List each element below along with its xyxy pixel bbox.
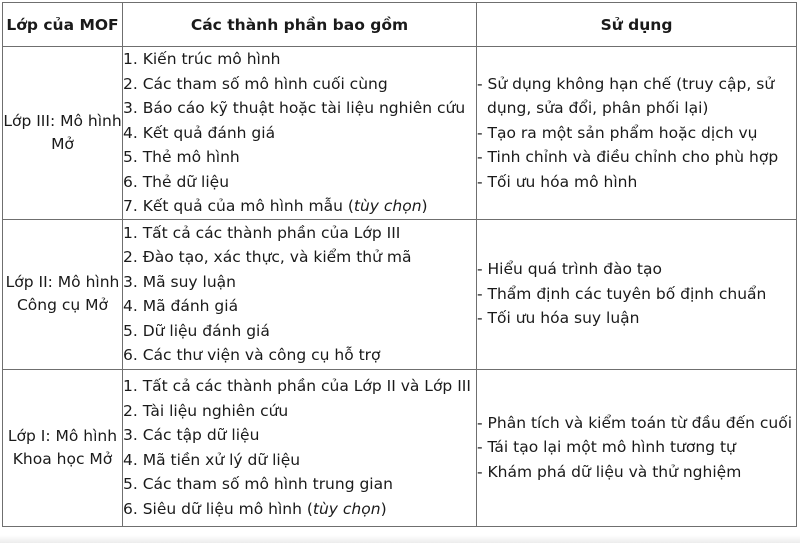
list-item: 5. Các tham số mô hình trung gian xyxy=(123,475,393,493)
list-item: 1. Kiến trúc mô hình xyxy=(123,50,281,68)
list-item: - Sử dụng không hạn chế (truy cập, sử dụng, sửa đổi, phân phối lại) xyxy=(477,74,775,117)
list-item: - Tối ưu hóa suy luận xyxy=(477,309,640,328)
class-ii-usage-list xyxy=(477,257,796,331)
table-row-class-ii xyxy=(3,219,797,369)
class-i-components xyxy=(123,369,477,526)
list-item: 3. Báo cáo kỹ thuật hoặc tài liệu nghiên cứu xyxy=(123,99,466,117)
bottom-shadow xyxy=(0,535,800,543)
class-ii-components xyxy=(123,219,477,369)
mof-classes-table xyxy=(2,2,797,527)
class-i-component-list xyxy=(123,374,476,521)
class-i-name: Lớp I: Mô hình Khoa học Mở xyxy=(3,369,123,526)
table-row-class-iii xyxy=(3,47,797,220)
list-item: - Tạo ra một sản phẩm hoặc dịch vụ xyxy=(477,123,758,142)
class-iii-component-list xyxy=(123,47,476,219)
list-item: 2. Tài liệu nghiên cứu xyxy=(123,401,289,420)
list-item: - Phân tích và kiểm toán từ đầu đến cuối xyxy=(477,413,793,432)
header-usage: Sử dụng xyxy=(477,3,797,47)
class-iii-name: Lớp III: Mô hình Mở xyxy=(3,47,123,220)
list-item: - Tinh chỉnh và điều chỉnh cho phù hợp xyxy=(477,148,779,166)
list-item: 5. Dữ liệu đánh giá xyxy=(123,321,270,340)
optional-label: tùy chọn xyxy=(353,197,422,215)
header-components: Các thành phần bao gồm xyxy=(123,3,477,47)
list-item: 4. Kết quả đánh giá xyxy=(123,123,276,142)
list-item: 2. Các tham số mô hình cuối cùng xyxy=(123,74,388,93)
list-item: - Khám phá dữ liệu và thử nghiệm xyxy=(477,462,742,481)
list-item: - Tái tạo lại một mô hình tương tự xyxy=(477,438,736,457)
class-iii-components xyxy=(123,47,477,220)
class-ii-name: Lớp II: Mô hình Công cụ Mở xyxy=(3,219,123,369)
list-item xyxy=(123,497,476,522)
list-item: 3. Các tập dữ liệu xyxy=(123,426,260,444)
class-iii-usage xyxy=(477,47,797,220)
class-ii-component-list xyxy=(123,221,476,368)
list-item: - Hiểu quá trình đào tạo xyxy=(477,260,662,279)
list-item: 5. Thẻ mô hình xyxy=(123,148,240,166)
list-item: 1. Tất cả các thành phần của Lớp II và Lớp III xyxy=(123,377,471,395)
list-item-text: 6. Siêu dữ liệu mô hình ( xyxy=(123,499,313,518)
class-i-usage xyxy=(477,369,797,526)
optional-close: ) xyxy=(380,499,387,518)
list-item: 2. Đào tạo, xác thực, và kiểm thử mã xyxy=(123,248,412,266)
header-class: Lớp của MOF xyxy=(3,3,123,47)
list-item: 4. Mã đánh giá xyxy=(123,297,239,315)
class-i-usage-list xyxy=(477,411,796,485)
table-row-class-i xyxy=(3,369,797,526)
list-item: 6. Thẻ dữ liệu xyxy=(123,172,230,191)
class-ii-usage xyxy=(477,219,797,369)
optional-close: ) xyxy=(421,197,428,215)
list-item: - Thẩm định các tuyên bố định chuẩn xyxy=(477,284,767,303)
list-item: 6. Các thư viện và công cụ hỗ trợ xyxy=(123,346,381,364)
header-row xyxy=(3,3,797,47)
list-item: 1. Tất cả các thành phần của Lớp III xyxy=(123,223,401,242)
class-iii-usage-list xyxy=(477,72,796,195)
list-item: 3. Mã suy luận xyxy=(123,272,236,291)
list-item-text: 7. Kết quả của mô hình mẫu ( xyxy=(123,197,354,215)
optional-label: tùy chọn xyxy=(312,499,381,518)
list-item xyxy=(123,194,476,219)
list-item: - Tối ưu hóa mô hình xyxy=(477,172,638,191)
list-item: 4. Mã tiền xử lý dữ liệu xyxy=(123,450,301,469)
